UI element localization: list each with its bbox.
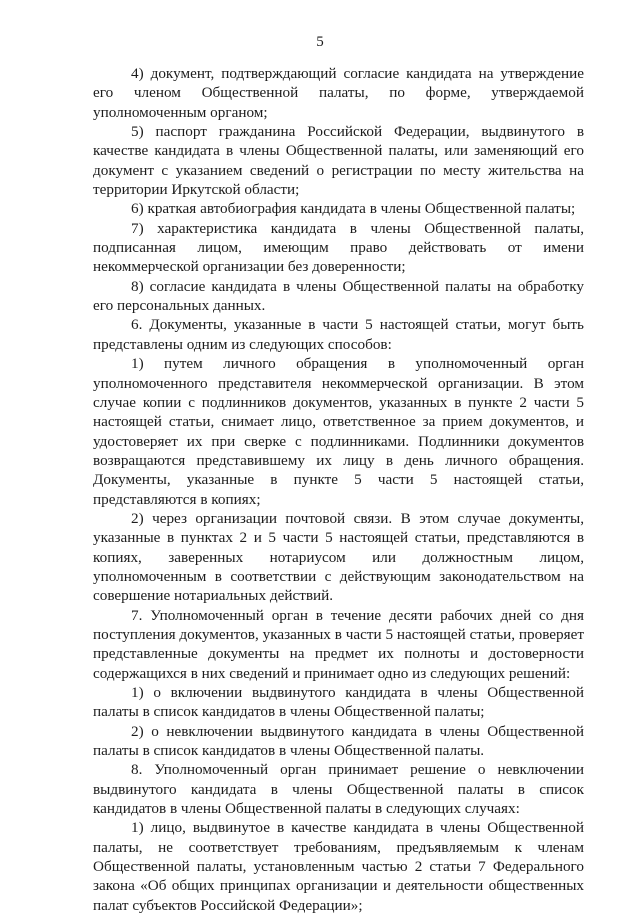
paragraph-item-8: 8) согласие кандидата в члены Общественной палаты на обработку его персональных данных.	[93, 277, 584, 315]
paragraph-part-7: 7. Уполномоченный орган в течение десяти рабочих дней со дня поступления документов, указанных в части 5 настоящей статьи, проверяет представленные документы на предмет их полноты и достоверности содержащихся в них сведений и принимает одно из следующих решений:	[93, 606, 584, 682]
paragraph-part-7-item-1: 1) о включении выдвинутого кандидата в члены Общественной палаты в список кандидатов в члены Общественной палаты;	[93, 684, 584, 721]
paragraph-part-7-item-2: 2) о невключении выдвинутого кандидата в члены Общественной палаты в список кандидатов в члены Общественной палаты.	[93, 722, 584, 760]
paragraph-part-6: 6. Документы, указанные в части 5 настоящей статьи, могут быть представлены одним из следующих способов:	[93, 316, 584, 353]
paragraph-part-8: 8. Уполномоченный орган принимает решение о невключении выдвинутого кандидата в члены Общественной палаты в список кандидатов в члены Общественной палаты в следующих случаях:	[93, 761, 584, 818]
document-body	[93, 64, 584, 915]
paragraph-part-8-item-1: 1) лицо, выдвинутое в качестве кандидата в члены Общественной палаты, не соответствует требованиям, предъявляемым к членам Общественной палаты, установленным частью 2 статьи 7 Федерального закона «Об общих принципах организации и деятельности общественных палат субъектов Российской Федерации»;	[93, 819, 584, 914]
paragraph-part-6-item-1: 1) путем личного обращения в уполномоченный орган уполномоченного представителя некоммерческой организации. В этом случае копии с подлинников документов, указанных в пункте 2 части 5 настоящей статьи, снимает лицо, ответственное за прием документов, и удостоверяет их при сверке с подлинниками. Подлинники документов возвращаются представившему их лицу в день личного обращения. Документы, указанные в пункте 5 части 5 настоящей статьи, представляются в копиях;	[93, 355, 584, 508]
paragraph-item-5: 5) паспорт гражданина Российской Федерации, выдвинутого в качестве кандидата в члены Общественной палаты, или заменяющий его документ с указанием сведений о регистрации по месту жительства на территории Иркутской области;	[93, 123, 584, 199]
paragraph-item-4: 4) документ, подтверждающий согласие кандидата на утверждение его членом Общественной палаты, по форме, утверждаемой уполномоченным органом;	[93, 65, 584, 121]
paragraph-item-7: 7) характеристика кандидата в члены Общественной палаты, подписанная лицом, имеющим право действовать от имени некоммерческой организации без доверенности;	[93, 219, 584, 276]
paragraph-part-6-item-2: 2) через организации почтовой связи. В этом случае документы, указанные в пунктах 2 и 5 части 5 настоящей статьи, представляются в копиях, заверенных нотариусом или должностным лицом, уполномоченным в соответствии с действующим законодательством на совершение нотариальных действий.	[93, 509, 584, 605]
paragraph-item-6: 6) краткая автобиография кандидата в члены Общественной палаты;	[131, 200, 576, 218]
page-number: 5	[316, 34, 324, 50]
